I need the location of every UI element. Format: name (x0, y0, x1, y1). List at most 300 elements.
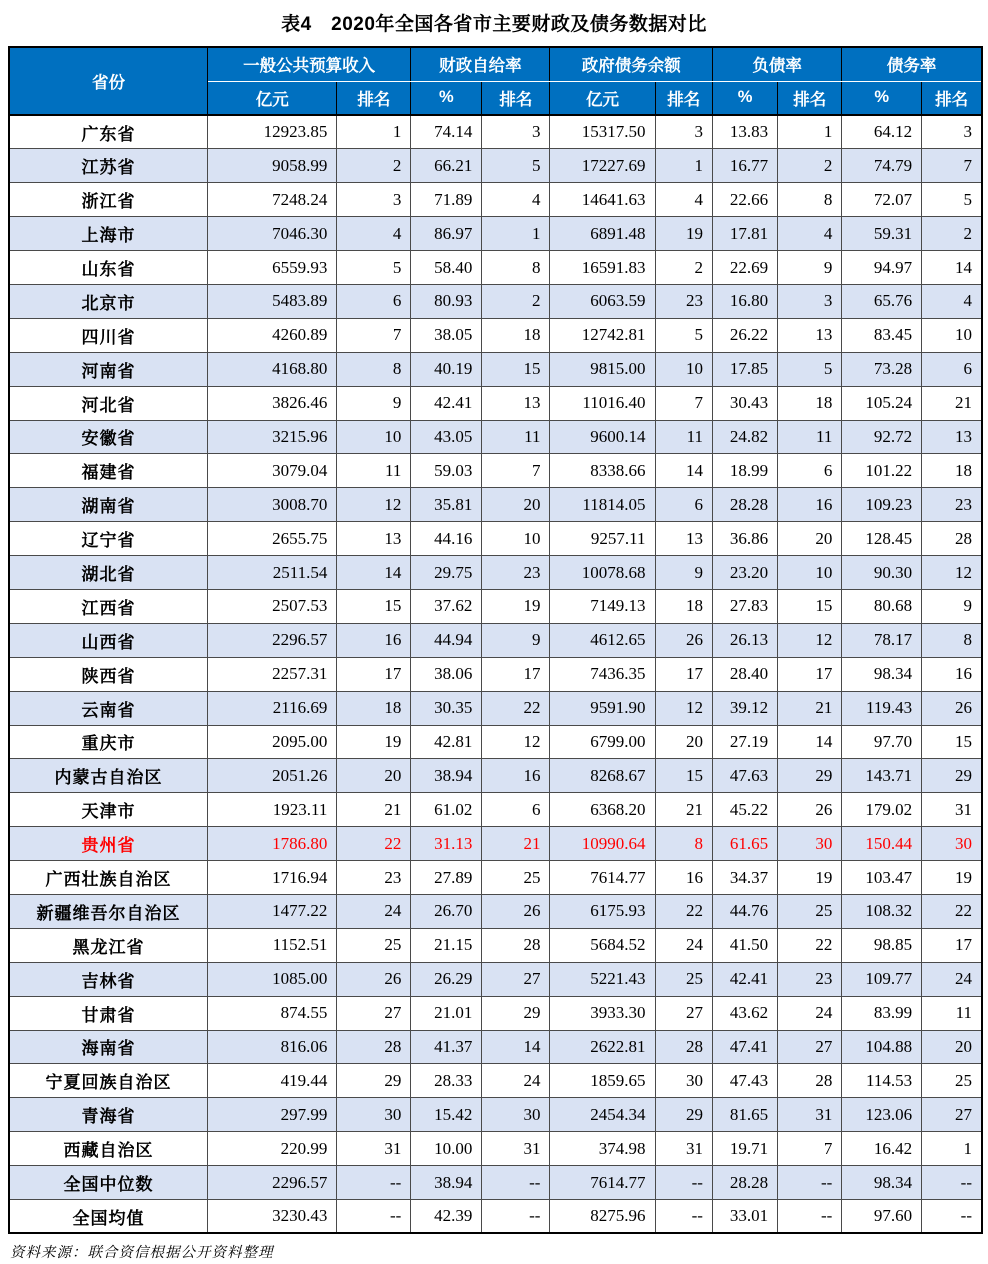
value-cell: 25 (655, 962, 712, 996)
value-cell: 6 (655, 488, 712, 522)
value-cell: 61.65 (712, 827, 777, 861)
value-cell: 2257.31 (208, 657, 337, 691)
value-cell: 73.28 (842, 352, 922, 386)
value-cell: 9815.00 (550, 352, 655, 386)
table-row (9, 827, 982, 861)
table-row (9, 793, 982, 827)
value-cell: 12 (482, 725, 550, 759)
value-cell: 22 (337, 827, 411, 861)
value-cell: 2 (337, 149, 411, 183)
value-cell: 15 (482, 352, 550, 386)
province-cell: 河南省 (9, 352, 208, 386)
value-cell: 83.99 (842, 996, 922, 1030)
value-cell: 220.99 (208, 1132, 337, 1166)
value-cell: 1 (337, 115, 411, 149)
value-cell: 44.76 (712, 894, 777, 928)
value-cell: 12 (778, 623, 842, 657)
value-cell: 6891.48 (550, 217, 655, 251)
value-cell: 6 (922, 352, 982, 386)
value-cell: 10.00 (411, 1132, 482, 1166)
province-cell: 全国均值 (9, 1200, 208, 1234)
table-row (9, 691, 982, 725)
value-cell: 14 (778, 725, 842, 759)
value-cell: 2116.69 (208, 691, 337, 725)
value-cell: 143.71 (842, 759, 922, 793)
header-group-row (9, 47, 982, 81)
value-cell: 31.13 (411, 827, 482, 861)
table-row (9, 928, 982, 962)
value-cell: 6368.20 (550, 793, 655, 827)
value-cell: 10 (655, 352, 712, 386)
value-cell: 78.17 (842, 623, 922, 657)
value-cell: 11 (482, 420, 550, 454)
table-row (9, 657, 982, 691)
province-cell: 山西省 (9, 623, 208, 657)
value-cell: 10 (778, 556, 842, 590)
value-cell: 28 (337, 1030, 411, 1064)
province-cell: 新疆维吾尔自治区 (9, 894, 208, 928)
value-cell: 13 (337, 522, 411, 556)
province-cell: 宁夏回族自治区 (9, 1064, 208, 1098)
header-percent: % (712, 81, 777, 115)
value-cell: 21 (482, 827, 550, 861)
value-cell: 6063.59 (550, 284, 655, 318)
table-row (9, 352, 982, 386)
value-cell: 44.94 (411, 623, 482, 657)
value-cell: 26 (778, 793, 842, 827)
value-cell: 5684.52 (550, 928, 655, 962)
value-cell: 2507.53 (208, 589, 337, 623)
table-row (9, 623, 982, 657)
value-cell: 2 (778, 149, 842, 183)
value-cell: 2655.75 (208, 522, 337, 556)
value-cell: 25 (337, 928, 411, 962)
value-cell: 21 (655, 793, 712, 827)
province-cell: 广西壮族自治区 (9, 861, 208, 895)
value-cell: 14 (655, 454, 712, 488)
province-cell: 江西省 (9, 589, 208, 623)
value-cell: 12 (337, 488, 411, 522)
value-cell: 4 (778, 217, 842, 251)
value-cell: 2454.34 (550, 1098, 655, 1132)
value-cell: 15 (922, 725, 982, 759)
header-rank: 排名 (482, 81, 550, 115)
value-cell: 61.02 (411, 793, 482, 827)
province-cell: 全国中位数 (9, 1166, 208, 1200)
value-cell: 19 (655, 217, 712, 251)
value-cell: 21 (922, 386, 982, 420)
value-cell: 2622.81 (550, 1030, 655, 1064)
value-cell: 1 (778, 115, 842, 149)
value-cell: 4 (482, 183, 550, 217)
value-cell: 4168.80 (208, 352, 337, 386)
value-cell: 47.43 (712, 1064, 777, 1098)
value-cell: 26.22 (712, 318, 777, 352)
value-cell: 24 (922, 962, 982, 996)
value-cell: 26.70 (411, 894, 482, 928)
value-cell: 8 (337, 352, 411, 386)
value-cell: 30 (655, 1064, 712, 1098)
table-body (9, 115, 982, 1233)
value-cell: -- (655, 1200, 712, 1234)
value-cell: 20 (922, 1030, 982, 1064)
value-cell: 6175.93 (550, 894, 655, 928)
value-cell: 25 (482, 861, 550, 895)
table-row (9, 1064, 982, 1098)
value-cell: 12742.81 (550, 318, 655, 352)
value-cell: 8 (778, 183, 842, 217)
header-group-debt-ratio: 债务率 (842, 47, 982, 81)
header-province: 省份 (9, 47, 208, 115)
table-row (9, 996, 982, 1030)
value-cell: 22 (778, 928, 842, 962)
province-cell: 安徽省 (9, 420, 208, 454)
header-rank: 排名 (922, 81, 982, 115)
province-cell: 江苏省 (9, 149, 208, 183)
value-cell: 29 (337, 1064, 411, 1098)
value-cell: 128.45 (842, 522, 922, 556)
value-cell: 6799.00 (550, 725, 655, 759)
table-row (9, 861, 982, 895)
value-cell: 42.41 (712, 962, 777, 996)
value-cell: 7046.30 (208, 217, 337, 251)
value-cell: 38.94 (411, 1166, 482, 1200)
value-cell: 3933.30 (550, 996, 655, 1030)
value-cell: 7 (337, 318, 411, 352)
value-cell: 14641.63 (550, 183, 655, 217)
value-cell: 17.81 (712, 217, 777, 251)
table-row (9, 894, 982, 928)
value-cell: 86.97 (411, 217, 482, 251)
value-cell: 9 (778, 251, 842, 285)
value-cell: 1716.94 (208, 861, 337, 895)
value-cell: 16.77 (712, 149, 777, 183)
header-group-budget-revenue: 一般公共预算收入 (208, 47, 411, 81)
province-cell: 陕西省 (9, 657, 208, 691)
province-cell: 黑龙江省 (9, 928, 208, 962)
header-percent: % (411, 81, 482, 115)
value-cell: 1 (482, 217, 550, 251)
value-cell: -- (655, 1166, 712, 1200)
value-cell: 34.37 (712, 861, 777, 895)
value-cell: 2511.54 (208, 556, 337, 590)
table-header (9, 47, 982, 115)
header-group-liability-ratio: 负债率 (712, 47, 841, 81)
value-cell: 4 (655, 183, 712, 217)
value-cell: 9058.99 (208, 149, 337, 183)
value-cell: 23 (337, 861, 411, 895)
header-group-debt-balance: 政府债务余额 (550, 47, 712, 81)
province-cell: 广东省 (9, 115, 208, 149)
province-cell: 辽宁省 (9, 522, 208, 556)
value-cell: 10 (337, 420, 411, 454)
header-group-self-sufficiency: 财政自给率 (411, 47, 550, 81)
value-cell: 24 (482, 1064, 550, 1098)
value-cell: 7 (922, 149, 982, 183)
province-cell: 天津市 (9, 793, 208, 827)
value-cell: 15.42 (411, 1098, 482, 1132)
table-row (9, 759, 982, 793)
value-cell: 28.33 (411, 1064, 482, 1098)
value-cell: 4 (337, 217, 411, 251)
value-cell: 26.29 (411, 962, 482, 996)
value-cell: 6 (337, 284, 411, 318)
value-cell: 9591.90 (550, 691, 655, 725)
header-rank: 排名 (655, 81, 712, 115)
value-cell: 24.82 (712, 420, 777, 454)
value-cell: 17 (778, 657, 842, 691)
value-cell: -- (922, 1200, 982, 1234)
value-cell: 6559.93 (208, 251, 337, 285)
value-cell: 3826.46 (208, 386, 337, 420)
value-cell: -- (778, 1200, 842, 1234)
value-cell: 3 (778, 284, 842, 318)
value-cell: 3 (655, 115, 712, 149)
table-row (9, 556, 982, 590)
table-row (9, 1132, 982, 1166)
province-cell: 云南省 (9, 691, 208, 725)
value-cell: 18.99 (712, 454, 777, 488)
value-cell: 30.35 (411, 691, 482, 725)
value-cell: 1 (655, 149, 712, 183)
value-cell: 7 (778, 1132, 842, 1166)
value-cell: 6 (778, 454, 842, 488)
value-cell: 13 (482, 386, 550, 420)
value-cell: 19 (778, 861, 842, 895)
value-cell: 9 (482, 623, 550, 657)
value-cell: 16 (482, 759, 550, 793)
value-cell: 20 (337, 759, 411, 793)
value-cell: 13.83 (712, 115, 777, 149)
value-cell: 33.01 (712, 1200, 777, 1234)
value-cell: 179.02 (842, 793, 922, 827)
value-cell: 5 (655, 318, 712, 352)
table-title: 表4 2020年全国各省市主要财政及债务数据对比 (281, 14, 707, 35)
value-cell: 14 (482, 1030, 550, 1064)
value-cell: 42.41 (411, 386, 482, 420)
value-cell: 1859.65 (550, 1064, 655, 1098)
value-cell: 17227.69 (550, 149, 655, 183)
value-cell: 23 (922, 488, 982, 522)
value-cell: 98.34 (842, 1166, 922, 1200)
value-cell: 24 (655, 928, 712, 962)
value-cell: 105.24 (842, 386, 922, 420)
value-cell: 18 (337, 691, 411, 725)
value-cell: 297.99 (208, 1098, 337, 1132)
value-cell: -- (778, 1166, 842, 1200)
value-cell: 26.13 (712, 623, 777, 657)
value-cell: 11 (922, 996, 982, 1030)
value-cell: 3 (337, 183, 411, 217)
value-cell: 20 (778, 522, 842, 556)
value-cell: 8268.67 (550, 759, 655, 793)
value-cell: 7 (482, 454, 550, 488)
value-cell: 40.19 (411, 352, 482, 386)
value-cell: 12 (655, 691, 712, 725)
province-cell: 海南省 (9, 1030, 208, 1064)
value-cell: 14 (922, 251, 982, 285)
value-cell: 8 (482, 251, 550, 285)
value-cell: 5 (337, 251, 411, 285)
value-cell: 98.34 (842, 657, 922, 691)
value-cell: 5483.89 (208, 284, 337, 318)
value-cell: 25 (922, 1064, 982, 1098)
table-row (9, 1200, 982, 1234)
value-cell: 1152.51 (208, 928, 337, 962)
value-cell: 3 (482, 115, 550, 149)
value-cell: 20 (655, 725, 712, 759)
value-cell: 8 (922, 623, 982, 657)
value-cell: -- (337, 1166, 411, 1200)
value-cell: 19 (337, 725, 411, 759)
province-cell: 四川省 (9, 318, 208, 352)
value-cell: 41.50 (712, 928, 777, 962)
value-cell: 27.89 (411, 861, 482, 895)
value-cell: 19 (482, 589, 550, 623)
value-cell: 3008.70 (208, 488, 337, 522)
value-cell: 31 (337, 1132, 411, 1166)
value-cell: 109.23 (842, 488, 922, 522)
value-cell: 109.77 (842, 962, 922, 996)
value-cell: 37.62 (411, 589, 482, 623)
value-cell: 47.63 (712, 759, 777, 793)
value-cell: 31 (482, 1132, 550, 1166)
value-cell: 29.75 (411, 556, 482, 590)
value-cell: 90.30 (842, 556, 922, 590)
table-row (9, 217, 982, 251)
value-cell: 19.71 (712, 1132, 777, 1166)
value-cell: 17 (655, 657, 712, 691)
value-cell: 5 (482, 149, 550, 183)
value-cell: 80.93 (411, 284, 482, 318)
value-cell: 39.12 (712, 691, 777, 725)
value-cell: 26 (482, 894, 550, 928)
value-cell: 64.12 (842, 115, 922, 149)
value-cell: 29 (778, 759, 842, 793)
table-row (9, 149, 982, 183)
value-cell: 11814.05 (550, 488, 655, 522)
value-cell: 80.68 (842, 589, 922, 623)
value-cell: 36.86 (712, 522, 777, 556)
value-cell: 2 (482, 284, 550, 318)
value-cell: 3230.43 (208, 1200, 337, 1234)
value-cell: 74.79 (842, 149, 922, 183)
value-cell: 104.88 (842, 1030, 922, 1064)
value-cell: 103.47 (842, 861, 922, 895)
value-cell: 8338.66 (550, 454, 655, 488)
value-cell: 5 (778, 352, 842, 386)
table-row (9, 115, 982, 149)
value-cell: -- (922, 1166, 982, 1200)
value-cell: 9 (337, 386, 411, 420)
value-cell: 108.32 (842, 894, 922, 928)
value-cell: 44.16 (411, 522, 482, 556)
value-cell: 28.28 (712, 1166, 777, 1200)
province-cell: 北京市 (9, 284, 208, 318)
value-cell: 119.43 (842, 691, 922, 725)
value-cell: 42.81 (411, 725, 482, 759)
value-cell: 5 (922, 183, 982, 217)
value-cell: 92.72 (842, 420, 922, 454)
value-cell: 58.40 (411, 251, 482, 285)
value-cell: 28.28 (712, 488, 777, 522)
header-rank: 排名 (337, 81, 411, 115)
value-cell: 11016.40 (550, 386, 655, 420)
value-cell: 1477.22 (208, 894, 337, 928)
value-cell: 9600.14 (550, 420, 655, 454)
province-cell: 贵州省 (9, 827, 208, 861)
value-cell: 28 (778, 1064, 842, 1098)
value-cell: 30 (922, 827, 982, 861)
value-cell: 15 (778, 589, 842, 623)
value-cell: 35.81 (411, 488, 482, 522)
table-row (9, 251, 982, 285)
value-cell: 16 (337, 623, 411, 657)
value-cell: 816.06 (208, 1030, 337, 1064)
province-cell: 上海市 (9, 217, 208, 251)
province-cell: 福建省 (9, 454, 208, 488)
value-cell: 81.65 (712, 1098, 777, 1132)
value-cell: 97.60 (842, 1200, 922, 1234)
value-cell: 66.21 (411, 149, 482, 183)
province-cell: 浙江省 (9, 183, 208, 217)
value-cell: 11 (337, 454, 411, 488)
province-cell: 吉林省 (9, 962, 208, 996)
value-cell: 10 (482, 522, 550, 556)
value-cell: 43.62 (712, 996, 777, 1030)
value-cell: 98.85 (842, 928, 922, 962)
value-cell: 59.03 (411, 454, 482, 488)
value-cell: 16.42 (842, 1132, 922, 1166)
table-row (9, 1098, 982, 1132)
value-cell: 38.94 (411, 759, 482, 793)
value-cell: 1 (922, 1132, 982, 1166)
value-cell: 47.41 (712, 1030, 777, 1064)
table-row (9, 318, 982, 352)
value-cell: 16 (922, 657, 982, 691)
value-cell: -- (482, 1166, 550, 1200)
table-row (9, 962, 982, 996)
value-cell: 6 (482, 793, 550, 827)
value-cell: 150.44 (842, 827, 922, 861)
value-cell: 65.76 (842, 284, 922, 318)
value-cell: 27 (482, 962, 550, 996)
value-cell: 59.31 (842, 217, 922, 251)
province-cell: 河北省 (9, 386, 208, 420)
value-cell: 4612.65 (550, 623, 655, 657)
value-cell: 2 (655, 251, 712, 285)
value-cell: 15 (337, 589, 411, 623)
value-cell: 27.83 (712, 589, 777, 623)
value-cell: 2 (922, 217, 982, 251)
value-cell: 123.06 (842, 1098, 922, 1132)
value-cell: 22.69 (712, 251, 777, 285)
value-cell: 1085.00 (208, 962, 337, 996)
value-cell: 18 (482, 318, 550, 352)
province-cell: 重庆市 (9, 725, 208, 759)
value-cell: 2296.57 (208, 623, 337, 657)
value-cell: 21 (778, 691, 842, 725)
value-cell: 27 (655, 996, 712, 1030)
value-cell: 11 (655, 420, 712, 454)
value-cell: 29 (922, 759, 982, 793)
value-cell: 30 (482, 1098, 550, 1132)
value-cell: 26 (922, 691, 982, 725)
value-cell: 42.39 (411, 1200, 482, 1234)
value-cell: 10078.68 (550, 556, 655, 590)
value-cell: 27 (778, 1030, 842, 1064)
value-cell: 9 (922, 589, 982, 623)
